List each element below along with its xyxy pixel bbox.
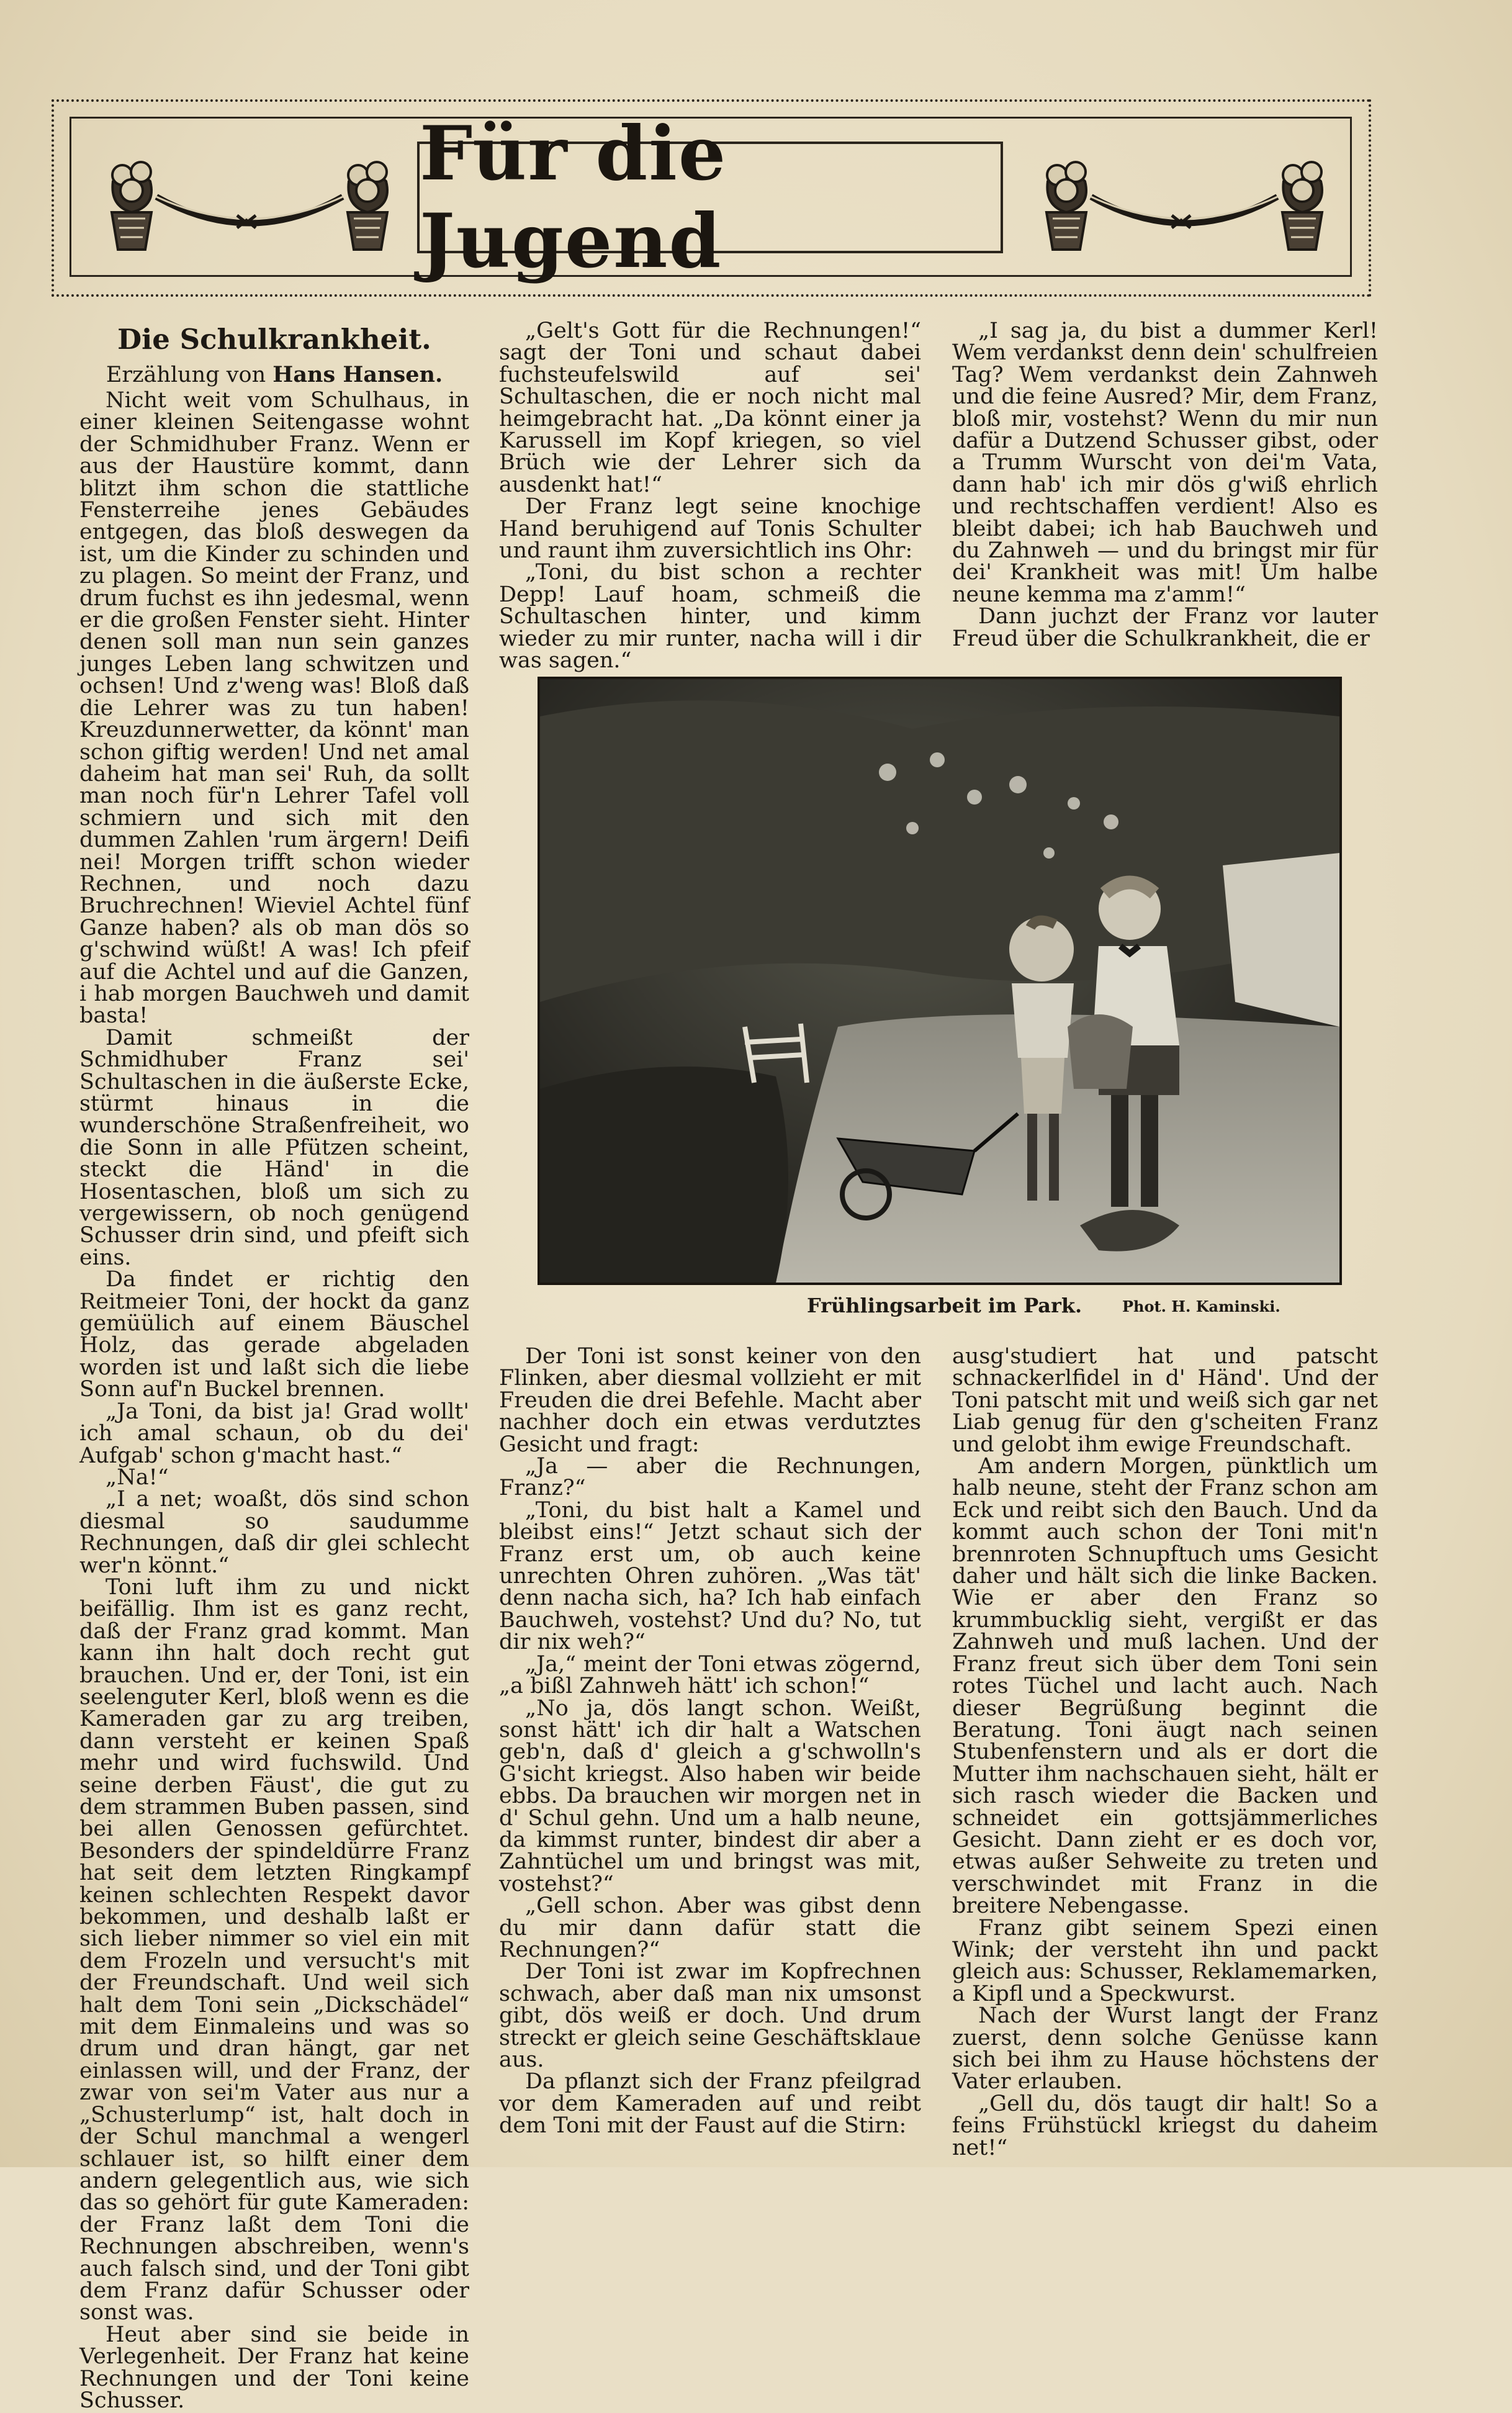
paragraph: „Gelt's Gott für die Rechnungen!“ sagt der Toni und schaut dabei fuchsteufelswild auf sei' Schultaschen, die er noch nicht mal heimgebracht hat. „Da könnt einer ja Karussell im Kopf kriegen, so viel Brüch wie der Lehrer sich da ausdenkt hat!“ [499, 318, 921, 497]
paragraph: Dann juchzt der Franz vor lauter Freud über die Schulkrankheit, die er [952, 604, 1378, 651]
paragraph: Damit schmeißt der Schmidhuber Franz sei' Schultaschen in die äußerste Ecke, stürmt hinaus in die wunderschöne Straßenfreiheit, wo die Sonn in alle Pfützen scheint, steckt die Händ' in die Hosentaschen, bloß um sich zu vergewissern, ob noch genügend Schusser drin sind, und pfeift sich eins. [79, 1025, 469, 1270]
paragraph: „No ja, dös langt schon. Weißt, sonst hätt' ich dir halt a Watschen geb'n, daß d' gleich a g'schwolln's G'sicht kriegst. Also haben wir beide ebbs. Da brauchen wir morgen net in d' Schul gehn. Und um a halb neune, da kimmst runter, bindest dir aber a Zahntüchel um und bringst was mit, vostehst?“ [499, 1695, 921, 1897]
text-column-1 [79, 390, 469, 2412]
paragraph: Der Franz legt seine knochige Hand beruhigend auf Tonis Schulter und raunt ihm zuversichtlich ins Ohr: [499, 494, 921, 564]
story-title: Die Schulkrankheit. [117, 323, 431, 356]
text-column-2-top [499, 320, 921, 672]
paragraph: „Ja — aber die Rechnungen, Franz?“ [499, 1454, 921, 1501]
photo-image [540, 679, 1339, 1283]
paragraph: Der Toni ist zwar im Kopfrechnen schwach, aber daß man nix umsonst gibt, dös weiß er doch. Und drum streckt er gleich seine Geschäftsklaue aus. [499, 1959, 921, 2072]
photo-two-boys-in-park [538, 677, 1342, 1285]
paragraph: ausg'studiert hat und patscht schnackerlfidel in d' Händ'. Und der Toni patscht mit und weiß sich gar net Liab genug für den g'scheiten Franz und gelobt ihm ewige Freundschaft. [952, 1344, 1378, 1457]
paragraph: Der Toni ist sonst keiner von den Flinken, aber diesmal vollzieht er mit Freuden die drei Befehle. Macht aber nachher doch ein etwas verdutztes Gesicht und fragt: [499, 1344, 921, 1457]
paragraph: Nach der Wurst langt der Franz zuerst, denn solche Genüsse kann sich bei ihm zu Hause höchstens der Vater erlauben. [952, 2003, 1378, 2095]
flower-basket-garland-ornament-right [1023, 138, 1346, 256]
paragraph: Nicht weit vom Schulhaus, in einer kleinen Seitengasse wohnt der Schmidhuber Franz. Wenn er aus der Haustüre kommt, dann blitzt ihm schon die stattliche Fensterreihe jenes Gebäudes entgegen, das bloß deswegen da ist, um die Kinder zu schinden und zu plagen. So meint der Franz, und drum fuchst es ihn jedesmal, wenn er die großen Fenster sieht. Hinter denen soll man nun sein ganzes junges Leben lang schwitzen und ochsen! Und z'weng was! Bloß daß die Lehrer was zu tun haben! Kreuzdunnerwetter, da könnt' man schon giftig werden! Und net amal daheim hat man sei' Ruh, da sollt man noch für'n Lehrer Tafel voll schmiern und sich mit den dummen Zahlen 'rum ärgern! Deifi nei! Morgen trifft schon wieder Rechnen, und noch dazu Bruchrechnen! Wieviel Achtel fünf Ganze haben? als ob man dös so g'schwind wüßt! A was! Ich pfeif auf die Achtel und auf die Ganzen, i hab morgen Bauchweh und damit basta! [79, 388, 469, 1029]
paragraph: Heut aber sind sie beide in Verlegenheit. Der Franz hat keine Rechnungen und der Toni keine Schusser. [79, 2322, 469, 2413]
paragraph: Am andern Morgen, pünktlich um halb neune, steht der Franz schon am Eck und reibt sich den Bauch. Und da kommt auch schon der Toni mit'n brennroten Schnupftuch ums Gesicht daher und hält sich die linke Backen. Wie er aber den Franz so krummbucklig sieht, vergißt er das Zahnweh und muß lachen. Und der Franz freut sich über dem Toni sein rotes Tüchel und lacht auch. Nach dieser Begrüßung beginnt die Beratung. Toni äugt nach seinen Stubenfenstern und als er dort die Mutter ihm nachschauen sieht, hält er sich rasch wieder die Backen und schneidet ein gottsjämmerliches Gesicht. Dann zieht er es doch vor, etwas außer Sehweite zu treten und verschwindet mit Franz in die breitere Nebengasse. [952, 1454, 1378, 1919]
masthead-title: Für die Jugend [420, 110, 727, 285]
paragraph: „Toni, du bist schon a rechter Depp! Lauf hoam, schmeiß die Schultaschen hinter, und kimm wieder zu mir runter, nacha will i dir was sagen.“ [499, 560, 921, 674]
masthead-title-box [417, 110, 1003, 285]
text-column-3-bottom [952, 1346, 1378, 2159]
paragraph: „Ja Toni, da bist ja! Grad wollt' ich amal schaun, ob du dei' Aufgab' schon g'macht hast.“ [79, 1399, 469, 1468]
paragraph: „I sag ja, du bist a dummer Kerl! Wem verdankst denn dein' schulfreien Tag? Wem verdankst dein Zahnweh und die feine Ausred? Mir, dem Franz, bloß mir, vostehst? Wenn du mir nun dafür a Dutzend Schusser gibst, oder a Trumm Wurscht von dei'm Vata, dann hab' ich mir dös g'wiß ehrlich und rechtschaffen verdient! Also es bleibt dabei; ich hab Bauchweh und du Zahnweh — und du bringst mir für dei' Krankheit was mit! Um halbe neune kemma ma z'amm!“ [952, 318, 1378, 607]
flower-basket-garland-ornament-left [88, 138, 411, 256]
paragraph: „Gell du, dös taugt dir halt! So a feins Frühstückl kriegst du daheim net!“ [952, 2091, 1378, 2160]
paragraph: Toni luft ihm zu und nickt beifällig. Ihm ist es ganz recht, daß der Franz grad kommt. Man kann ihn halt doch recht gut brauchen. Und er, der Toni, ist ein seelenguter Kerl, bloß wenn es die Kameraden gar zu arg treiben, dann versteht er keinen Spaß mehr und wird fuchswild. Und seine derben Fäust', die gut zu dem strammen Buben passen, sind bei allen Genossen gefürchtet. Besonders der spindeldürre Franz hat seit dem letzten Ringkampf keinen schlechten Respekt davor bekommen, und deshalb laßt er sich lieber nimmer so viel ein mit dem Frozeln und versucht's mit der Freundschaft. Und weil sich halt dem Toni sein „Dickschädel“ mit dem Einmaleins und was so drum und dran hängt, gar net einlassen will, und der Franz, der zwar von sei'm Vater aus nur a „Schusterlump“ ist, halt doch in der Schul manchmal a wengerl schlauer ist, so hilft einer dem andern gelegentlich aus, wie sich das so gehört für gute Kameraden: der Franz laßt dem Toni die Rechnungen abschreiben, wenn's auch falsch sind, und der Toni gibt dem Franz dafür Schusser oder sonst was. [79, 1574, 469, 2325]
paragraph: Da pflanzt sich der Franz pfeilgrad vor dem Kameraden auf und reibt dem Toni mit der Faust auf die Stirn: [499, 2069, 921, 2139]
paragraph: Franz gibt seinem Spezi einen Wink; der versteht ihn und packt gleich aus: Schusser, Reklamemarken, a Kipfl und a Speckwurst. [952, 1915, 1378, 2006]
paragraph: „Ja,“ meint der Toni etwas zögernd, „a bißl Zahnweh hätt' ich schon!“ [499, 1651, 921, 1699]
paragraph: „I a net; woaßt, dös sind schon diesmal so saudumme Rechnungen, daß dir glei schlecht wer'n könnt.“ [79, 1487, 469, 1578]
paragraph: „Gell schon. Aber was gibst denn du mir dann dafür statt die Rechnungen?“ [499, 1893, 921, 1962]
paragraph: „Na!“ [106, 1464, 169, 1490]
text-column-2-bottom [499, 1346, 921, 2137]
byline-prefix: Erzählung von [106, 363, 266, 387]
story-byline [79, 362, 469, 387]
text-column-3-top [952, 320, 1378, 650]
author-name: Hans Hansen. [272, 362, 443, 387]
paragraph: Da findet er richtig den Reitmeier Toni, der hockt da ganz gemüülich auf einem Bäuschel Holz, das gerade abgeladen worden ist und laßt sich die liebe Sonn auf'n Buckel brennen. [79, 1267, 469, 1402]
photo-credit: Phot. H. Kaminski. [1122, 1297, 1280, 1315]
paragraph: „Toni, du bist halt a Kamel und bleibst eins!“ Jetzt schaut sich der Franz erst um, ob auch keine unrechten Ohren zuhören. „Was tät' denn nacha sich, ha? Ich hab einfach Bauchweh, vostehst? Und du? No, tut dir nix weh?“ [499, 1497, 921, 1655]
photo-caption: Frühlingsarbeit im Park. [807, 1294, 1082, 1317]
